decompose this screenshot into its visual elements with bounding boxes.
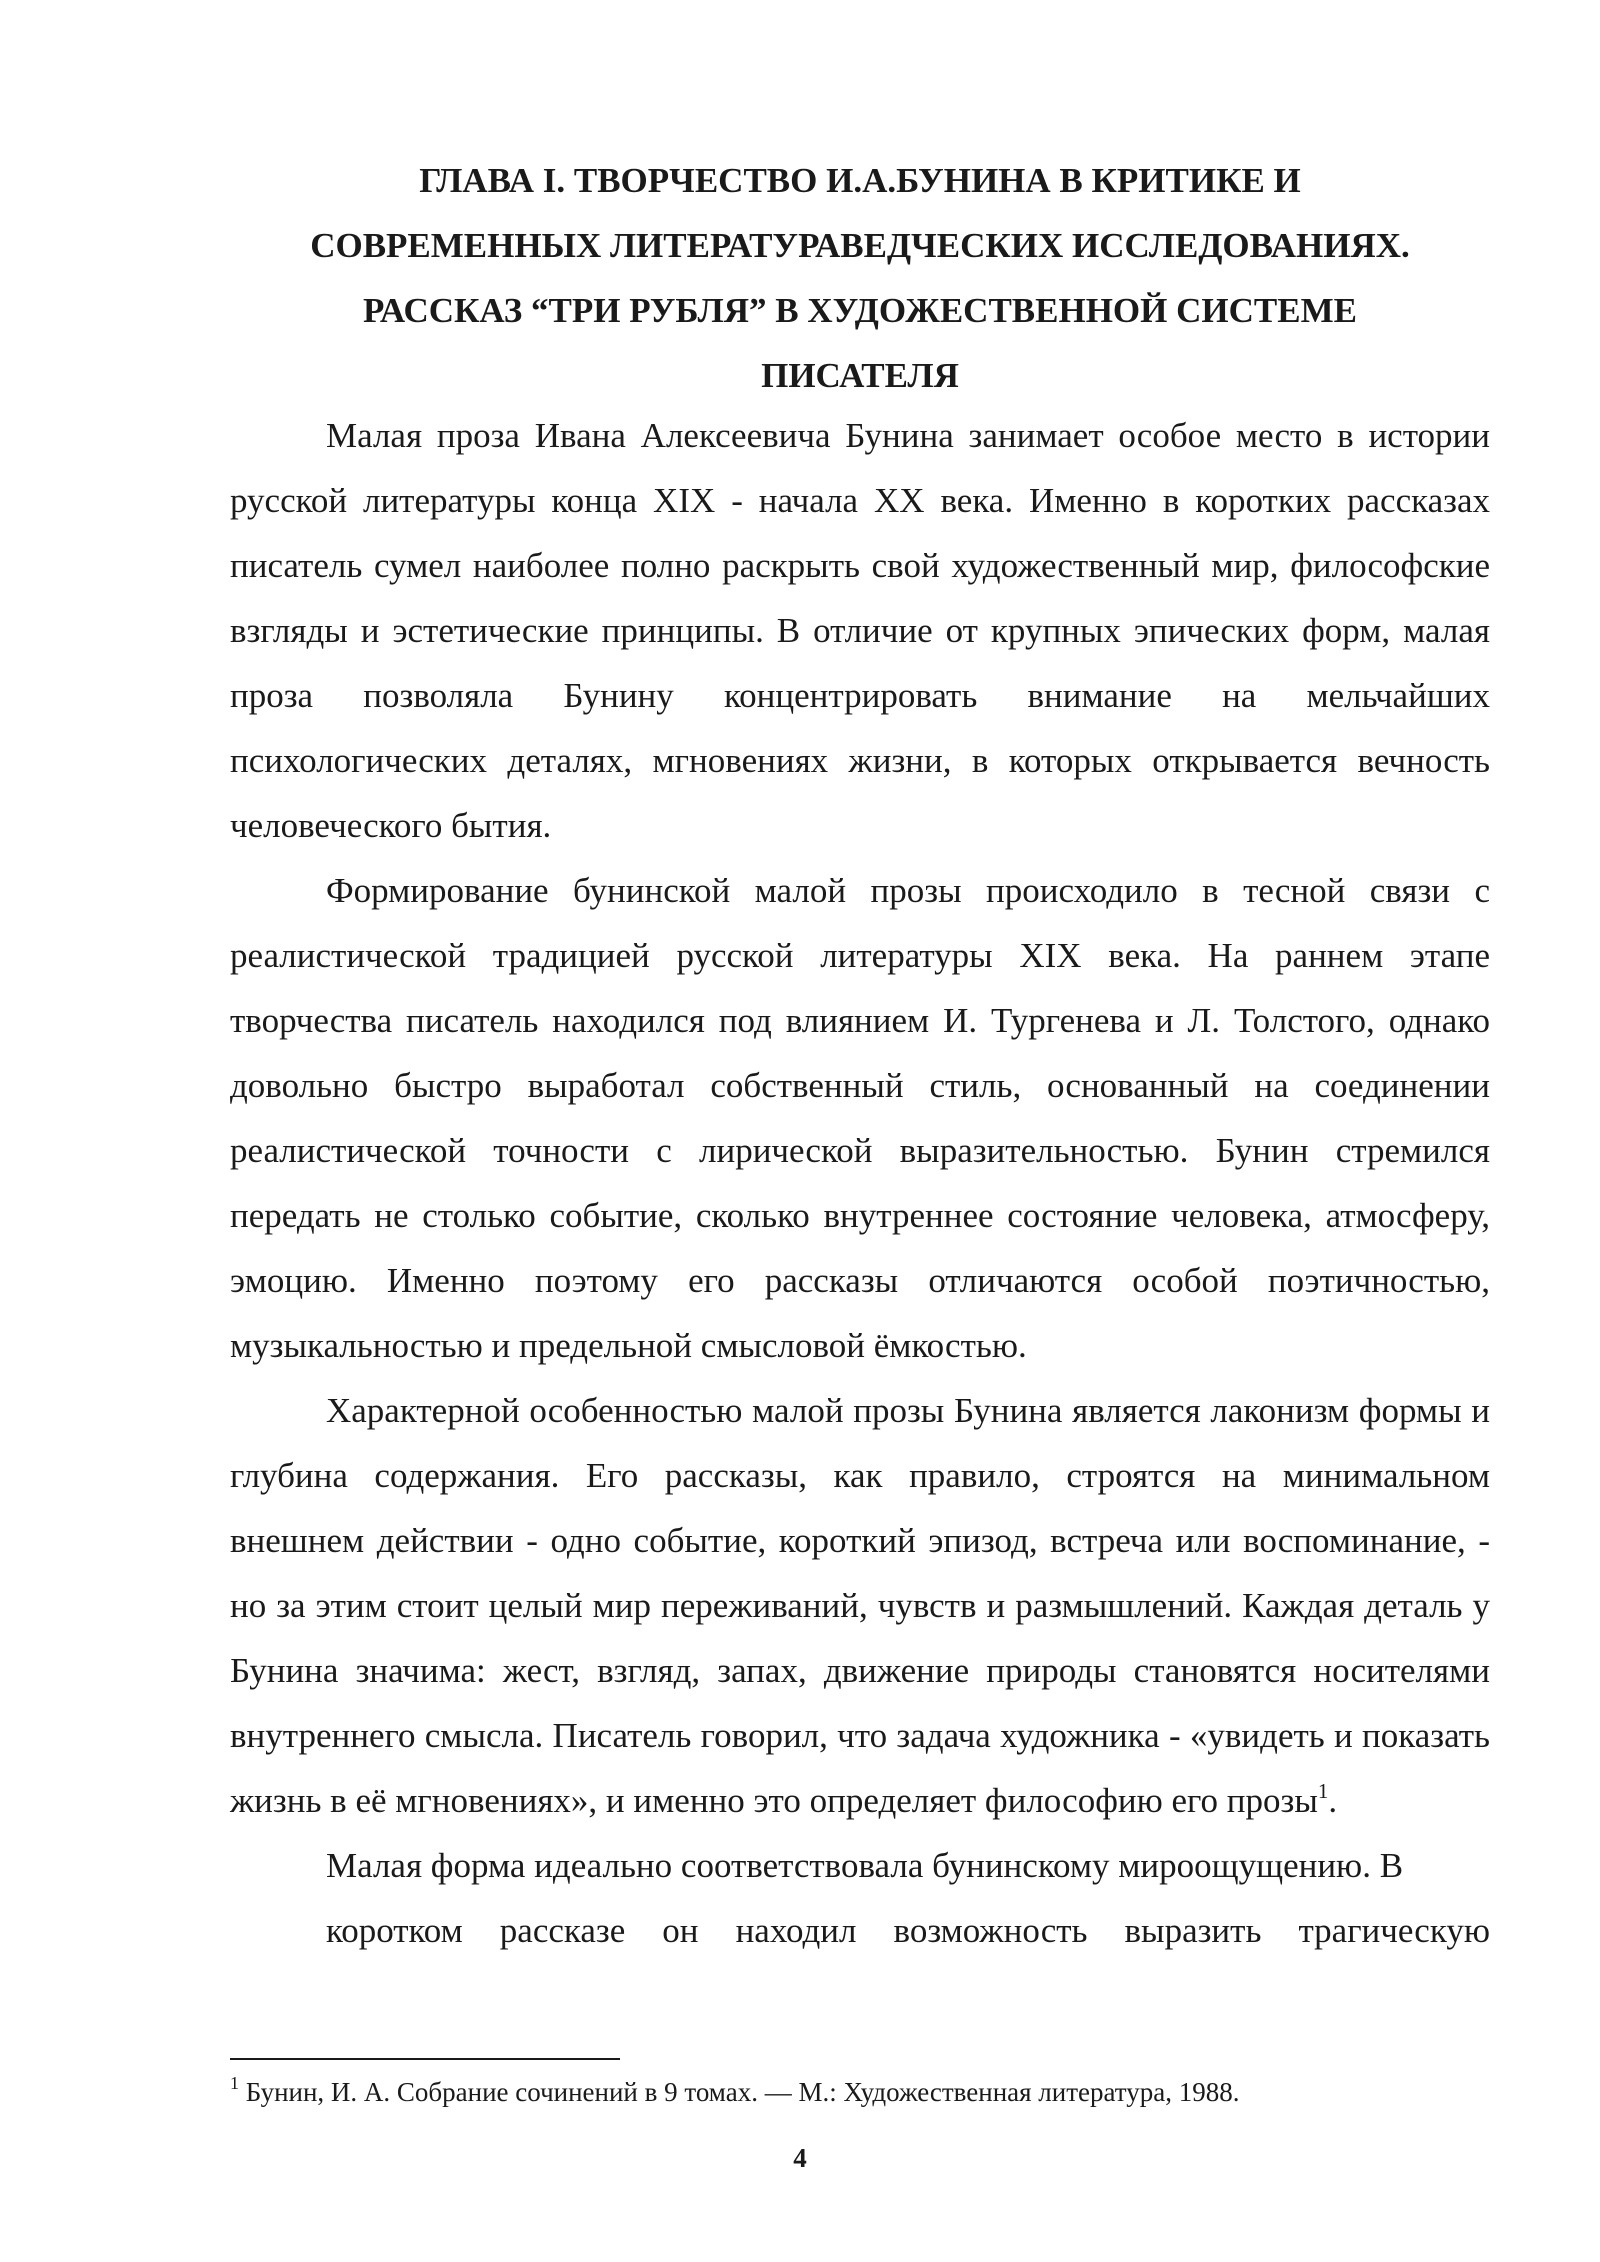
paragraph-1: Малая проза Ивана Алексеевича Бунина занимает особое место в истории русской литературы конца XIX - начала XX века. Именно в коротких рассказах писатель сумел наиболее полно раскрыть свой художественный мир, философские взгляды и эстетические принципы. В отличие от крупных эпических форм, малая проза позволяла Бунину концентрировать внимание на мельчайших психологических деталях, мгновениях жизни, в которых открывается вечность человеческого бытия. bbox=[230, 416, 1490, 845]
paragraph-4-text: Малая форма идеально соответствовала бунинскому мироощущению. В bbox=[326, 1846, 1404, 1885]
chapter-heading-line-1: ГЛАВА I. ТВОРЧЕСТВО И.А.БУНИНА В КРИТИКЕ И bbox=[419, 161, 1301, 200]
chapter-heading-line-3: РАССКАЗ “ТРИ РУБЛЯ” В ХУДОЖЕСТВЕННОЙ СИСТЕМЕ bbox=[363, 291, 1357, 330]
chapter-heading bbox=[230, 148, 1490, 408]
footnote-reference[interactable]: 1 bbox=[1317, 1779, 1329, 1803]
body-text bbox=[230, 403, 1490, 1963]
paragraph-4 bbox=[230, 1833, 1490, 1963]
paragraph-4-cut-line: коротком рассказе он находил возможность выразить трагическую bbox=[326, 1911, 1490, 1950]
paragraph-3-text: Характерной особенностью малой прозы Бунина является лаконизм формы и глубина содержания. Его рассказы, как правило, строятся на минимальном внешнем действии - одно событие, короткий эпизод, встреча или воспоминание, - но за этим стоит целый мир переживаний, чувств и размышлений. Каждая деталь у Бунина значима: жест, взгляд, запах, движение природы становятся носителями внутреннего смысла. Писатель говорил, что задача художника - «увидеть и показать жизнь в её мгновениях», и именно это определяет философию его прозы bbox=[230, 1391, 1490, 1820]
chapter-heading-line-2: СОВРЕМЕННЫХ ЛИТЕРАТУРАВЕДЧЕСКИХ ИССЛЕДОВАНИЯХ. bbox=[310, 226, 1410, 265]
paragraph-3-end: . bbox=[1328, 1781, 1338, 1820]
paragraph-3 bbox=[230, 1378, 1490, 1833]
page-number: 4 bbox=[793, 2143, 807, 2173]
paragraph-2: Формирование бунинской малой прозы происходило в тесной связи с реалистической традицией русской литературы XIX века. На раннем этапе творчества писатель находился под влиянием И. Тургенева и Л. Толстого, однако довольно быстро выработал собственный стиль, основанный на соединении реалистической точности с лирической выразительностью. Бунин стремился передать не столько событие, сколько внутреннее состояние человека, атмосферу, эмоцию. Именно поэтому его рассказы отличаются особой поэтичностью, музыкальностью и предельной смысловой ёмкостью. bbox=[230, 871, 1490, 1365]
chapter-heading-line-4: ПИСАТЕЛЯ bbox=[761, 356, 959, 395]
footnote-separator bbox=[230, 2058, 620, 2060]
footnote bbox=[230, 2074, 1490, 2110]
footnote-text: Бунин, И. А. Собрание сочинений в 9 томах. — М.: Художественная литература, 1988. bbox=[239, 2077, 1240, 2107]
footnote-marker: 1 bbox=[230, 2073, 239, 2093]
